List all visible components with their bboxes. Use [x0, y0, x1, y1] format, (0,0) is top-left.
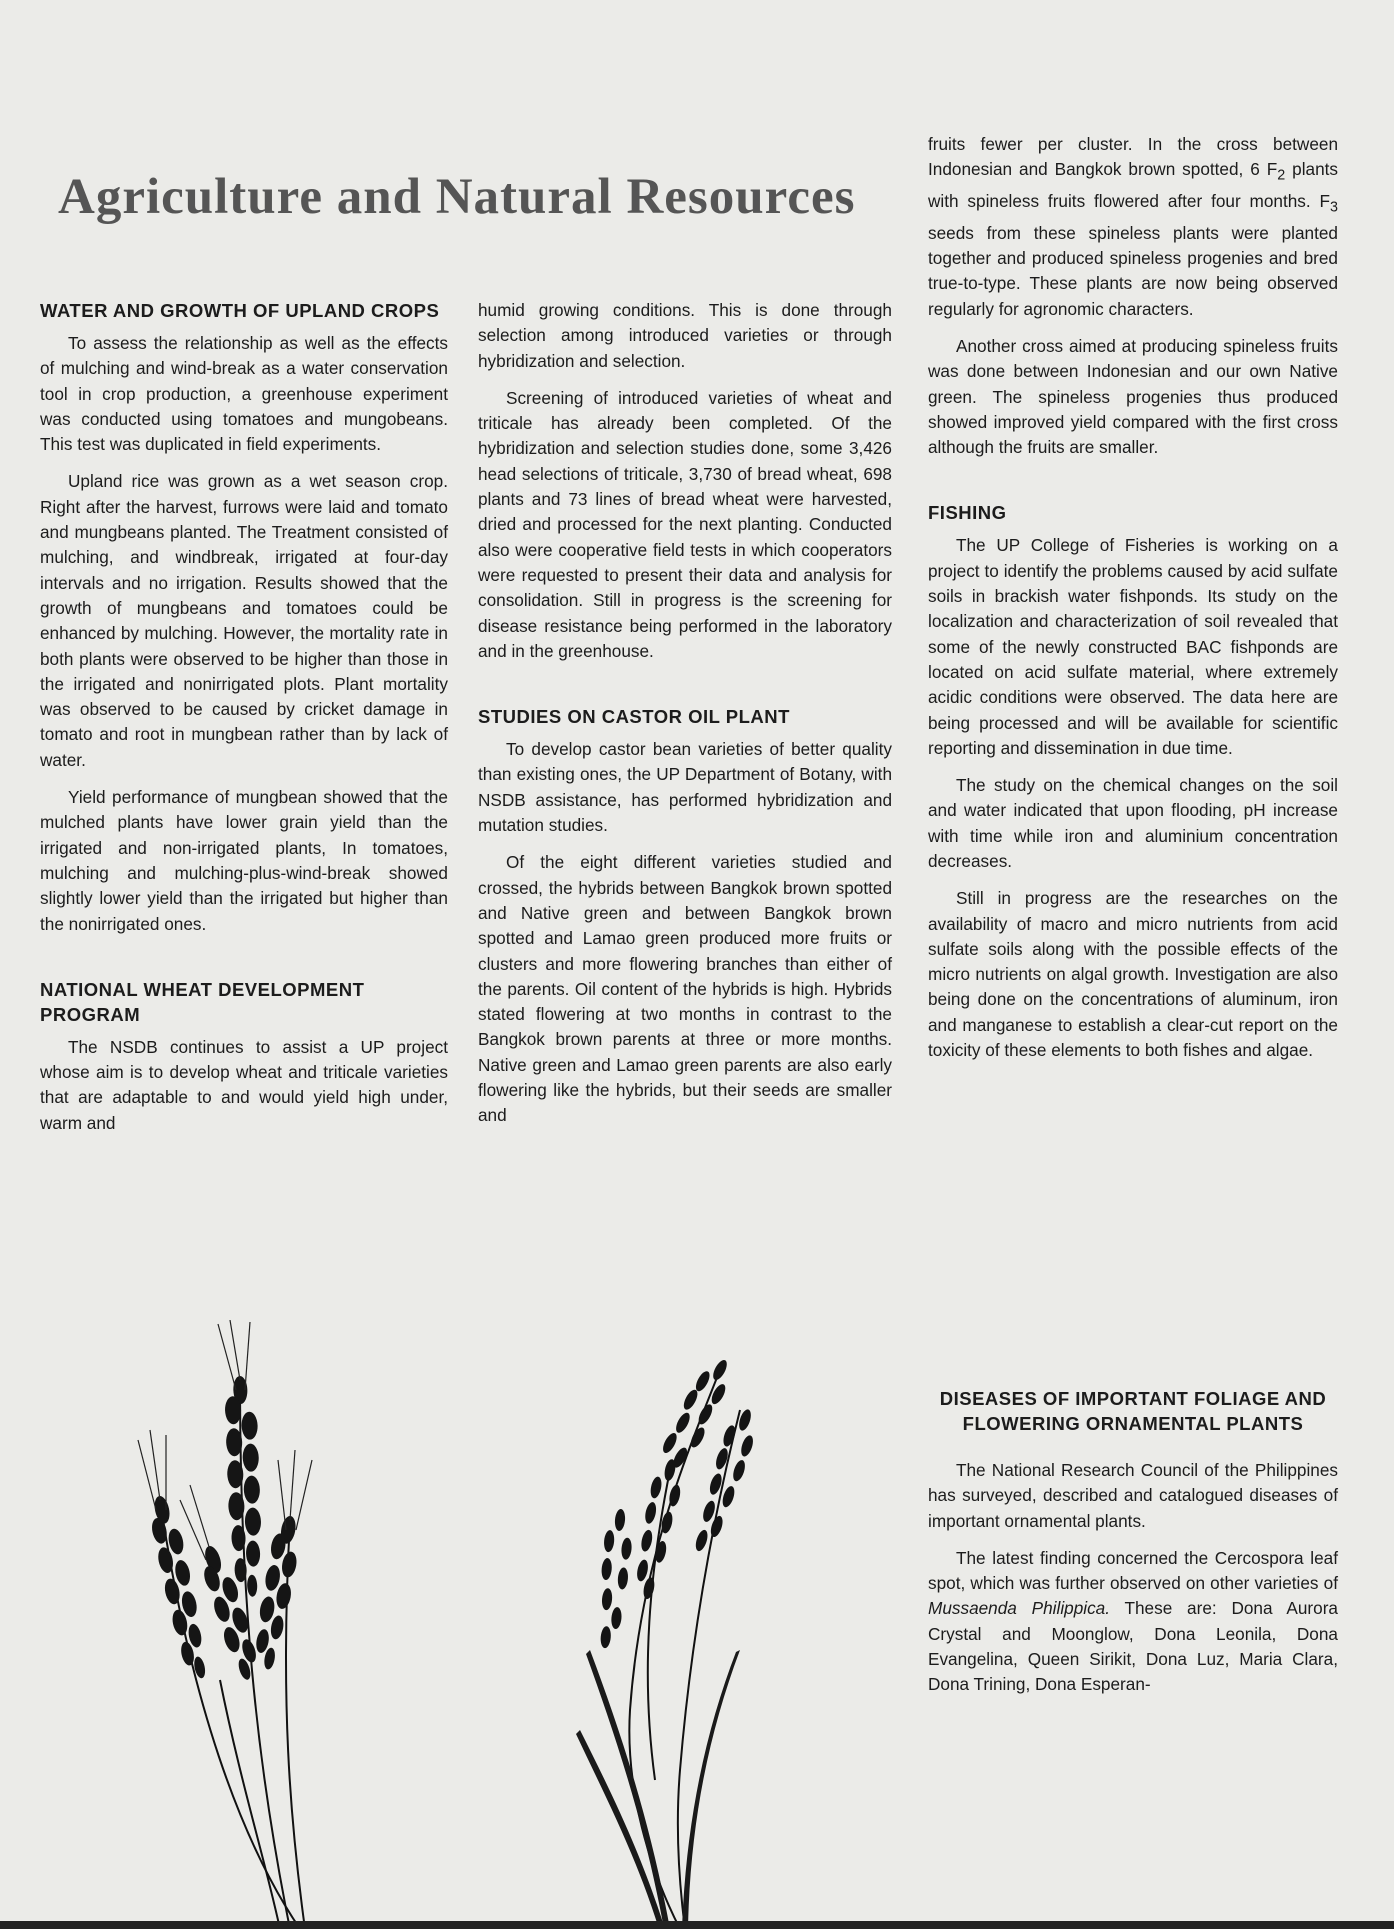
- paragraph: Screening of introduced varieties of wheat and triticale has already been completed. Of the hybridization and selection studies done, some 3,426 head selections of triticale, 3,730 of bread wheat, 698 plants and 73 lines of bread wheat were harvested, dried and processed for the next planting. Conducted also were cooperative field tests in which cooperators were requested to present their data and analysis for consolidation. Still in progress is the screening for disease resistance being performed in the laboratory and in the greenhouse.: [478, 387, 892, 661]
- column-right-lower: [928, 1386, 1338, 1710]
- column-right: [928, 132, 1338, 1075]
- section-heading-castor: STUDIES ON CASTOR OIL PLANT: [478, 706, 790, 728]
- column-left: [40, 298, 448, 1148]
- paragraph: The latest finding concerned the Cercospora leaf spot, which was further observed on other varieties of Mussaenda Philippica. These are: Dona Aurora Crystal and Moonglow, Dona Leonila, Dona Evangelina, Queen Sirikit, Dona Luz, Maria Clara, Dona Trining, Dona Esperan-: [928, 1547, 1338, 1695]
- paragraph: Another cross aimed at producing spineless fruits was done between Indonesian and our own Native green. The spineless progenies thus produced showed improved yield compared with the first cross although the fruits are smaller.: [928, 335, 1338, 458]
- paragraph: Of the eight different varieties studied and crossed, the hybrids between Bangkok brown spotted and Native green and between Bangkok brown spotted and Lamao green produced more fruits or clusters and more flowering branches than either of the parents. Oil content of the hybrids is high. Hybrids stated flowering at two months in contrast to the Bangkok brown parents at three or more months. Native green and Lamao green parents are also early flowering like the hybrids, but their seeds are smaller and: [478, 852, 892, 1126]
- paragraph: To develop castor bean varieties of better quality than existing ones, the UP Department of Botany, with NSDB assistance, has performed hybridization and mutation studies.: [478, 739, 892, 836]
- paragraph: The study on the chemical changes on the soil and water indicated that upon flooding, pH increase with time while iron and aluminium concentration decreases.: [928, 775, 1338, 871]
- paragraph: Yield performance of mungbean showed that the mulched plants have lower grain yield than the irrigated and non-irrigated plants, In tomatoes, mulching and mulching-plus-wind-break showed slightly lower yield than the irrigated but higher than the nonirrigated ones.: [40, 787, 448, 934]
- rice-illustration: [560, 1350, 800, 1929]
- section-heading-diseases: DISEASES OF IMPORTANT FOLIAGE AND FLOWERING ORNAMENTAL PLANTS: [939, 1388, 1327, 1434]
- paragraph: The National Research Council of the Philippines has surveyed, described and catalogued diseases of important ornamental plants.: [928, 1460, 1338, 1531]
- paragraph: Upland rice was grown as a wet season crop. Right after the harvest, furrows were laid and tomato and mungbeans planted. The Treatment consisted of mulching, and windbreak, irrigated at four-day intervals and no irrigation. Results showed that the growth of mungbeans and tomatoes could be enhanced by mulching. However, the mortality rate in both plants were observed to be higher than those in the irrigated and nonirrigated plots. Plant mortality was observed to be caused by cricket damage in tomato and root in mungbean rather than by lack of water.: [40, 471, 448, 770]
- page-title: Agriculture and Natural Resources: [58, 169, 856, 225]
- paragraph: Still in progress are the researches on the availability of macro and micro nutrients from acid sulfate soils along with the possible effects of the micro nutrients on algal growth. Investigation are also being done on the concentrations of aluminum, iron and manganese to establish a clear-cut report on the toxicity of these elements to both fishes and algae.: [928, 888, 1338, 1061]
- paragraph: To assess the relationship as well as the effects of mulching and wind-break as a water conservation tool in crop production, a greenhouse experiment was conducted using tomatoes and mungobeans. This test was duplicated in field experiments.: [40, 333, 448, 455]
- paragraph: humid growing conditions. This is done through selection among introduced varieties or through hybridization and selection.: [478, 300, 892, 371]
- section-heading-water: WATER AND GROWTH OF UPLAND CROPS: [40, 300, 440, 321]
- wheat-illustration: [90, 1320, 350, 1929]
- paragraph: fruits fewer per cluster. In the cross between Indonesian and Bangkok brown spotted, 6 $F_2$ plants with spineless fruits flowered after four months. $F_3$ seeds from these spineless plants were planted together and produced spineless progenies and bred true-to-type. These plants are now being observed regularly for agronomic characters.: [928, 134, 1339, 319]
- section-heading-fishing: FISHING: [928, 502, 1007, 524]
- paragraph: The UP College of Fisheries is working on a project to identify the problems caused by acid sulfate soils in brackish water fishponds. Its study on the localization and characterization of soil revealed that some of the newly constructed BAC fishponds are located on acid sulfate material, where extremely acidic conditions were observed. The data here are being processed and will be available for scientific reporting and dissemination in due time.: [928, 535, 1338, 758]
- column-middle: [478, 298, 892, 1141]
- section-heading-wheat: NATIONAL WHEAT DEVELOPMENT PROGRAM: [40, 978, 365, 1025]
- bottom-border: [0, 1921, 1394, 1929]
- paragraph: The NSDB continues to assist a UP project whose aim is to develop wheat and triticale varieties that are adaptable to and would yield high under, warm and: [40, 1036, 448, 1133]
